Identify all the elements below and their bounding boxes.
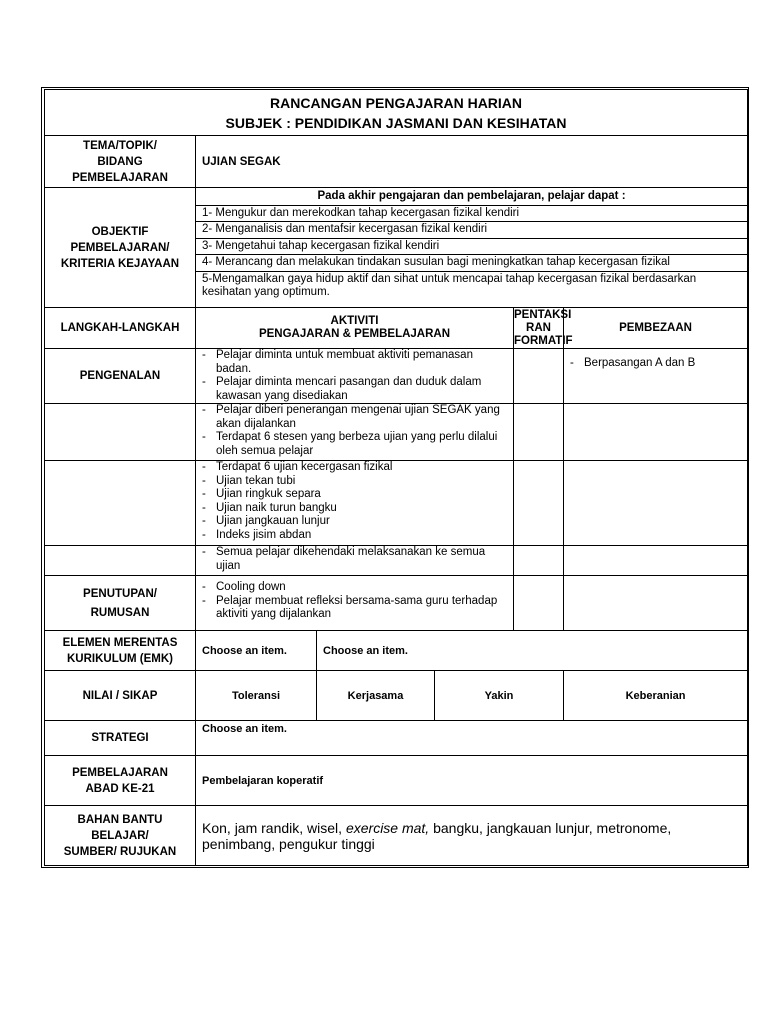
list-item: - Pelajar membuat refleksi bersama-sama guru terhadap aktiviti yang dijalankan <box>200 595 509 622</box>
penutupan-label: PENUTUPAN/ RUMUSAN <box>45 576 196 631</box>
pengenalan-label: PENGENALAN <box>45 349 196 404</box>
pengenalan-activities <box>196 349 514 404</box>
pengenalan-row <box>45 349 748 404</box>
nilai-value-3: Yakin <box>435 671 564 721</box>
penutupan-activities <box>196 576 514 631</box>
step2-pentaksiran <box>514 404 564 461</box>
header-row <box>45 90 748 136</box>
bahan-label: BAHAN BANTU BELAJAR/ SUMBER/ RUJUKAN <box>45 806 196 866</box>
emk-dropdown-1[interactable]: Choose an item. <box>196 631 317 671</box>
pentaksiran-header: PENTAKSI RAN FORMATIF <box>514 308 573 347</box>
bahan-value: Kon, jam randik, wisel, exercise mat, bangku, jangkauan lunjur, metronome, penimbang, pengukur tinggi <box>196 806 748 866</box>
step4-activities <box>196 546 514 576</box>
step3-pentaksiran <box>514 461 564 546</box>
abad21-label: PEMBELAJARAN ABAD KE-21 <box>45 756 196 806</box>
strategi-row <box>45 721 748 756</box>
list-item: - Pelajar diberi penerangan mengenai ujian SEGAK yang akan dijalankan <box>200 404 509 431</box>
list-item: - Ujian ringkuk separa <box>200 488 509 502</box>
tema-row <box>45 136 748 188</box>
abad21-value: Pembelajaran koperatif <box>196 756 748 806</box>
list-item: - Indeks jisim abdan <box>200 529 509 543</box>
step2-label <box>45 404 196 461</box>
lesson-plan-table <box>44 89 748 866</box>
objektif-item-1: 1- Mengukur dan merekodkan tahap kecergasan fizikal kendiri <box>196 206 747 223</box>
nilai-row <box>45 671 748 721</box>
objektif-item-5: 5-Mengamalkan gaya hidup aktif dan sihat untuk mencapai tahap kecergasan fizikal berdasarkan kesihatan yang optimum. <box>202 272 697 298</box>
strategi-dropdown[interactable]: Choose an item. <box>196 721 748 756</box>
tema-label: TEMA/TOPIK/ BIDANG PEMBELAJARAN <box>45 136 196 188</box>
pembezaan-header: PEMBEZAAN <box>564 308 748 349</box>
step2-row <box>45 404 748 461</box>
list-item: - Terdapat 6 stesen yang berbeza ujian yang perlu dilalui oleh semua pelajar <box>200 431 509 458</box>
list-item: - Cooling down <box>200 581 509 595</box>
step2-pembezaan <box>564 404 748 461</box>
step4-row <box>45 546 748 576</box>
aktiviti-header: AKTIVITI PENGAJARAN & PEMBELAJARAN <box>196 308 514 349</box>
step3-pembezaan <box>564 461 748 546</box>
objektif-row <box>45 188 748 308</box>
list-item: - Ujian tekan tubi <box>200 475 509 489</box>
plan-title: RANCANGAN PENGAJARAN HARIAN <box>270 94 523 111</box>
step3-activities <box>196 461 514 546</box>
header-cell <box>45 90 748 136</box>
emk-dropdown-2[interactable]: Choose an item. <box>317 631 748 671</box>
bahan-row <box>45 806 748 866</box>
nilai-value-1: Toleransi <box>196 671 317 721</box>
objektif-item-4: 4- Merancang dan melakukan tindakan susulan bagi meningkatkan tahap kecergasan fizikal <box>196 255 747 272</box>
penutupan-pembezaan <box>564 576 748 631</box>
list-item: - Pelajar diminta mencari pasangan dan duduk dalam kawasan yang disediakan <box>200 376 509 403</box>
nilai-value-4: Keberanian <box>564 671 748 721</box>
list-item: - Terdapat 6 ujian kecergasan fizikal <box>200 461 509 475</box>
objektif-label: OBJEKTIF PEMBELAJARAN/ KRITERIA KEJAYAAN <box>45 188 196 308</box>
abad21-row <box>45 756 748 806</box>
subject-title: SUBJEK : PENDIDIKAN JASMANI DAN KESIHATAN <box>225 114 567 131</box>
langkah-header-row <box>45 308 748 349</box>
pengenalan-pentaksiran <box>514 349 564 404</box>
objektif-item-3: 3- Mengetahui tahap kecergasan fizikal kendiri <box>196 239 747 256</box>
strategi-label: STRATEGI <box>45 721 196 756</box>
step2-activities <box>196 404 514 461</box>
penutupan-pentaksiran <box>514 576 564 631</box>
objektif-content <box>196 188 748 308</box>
step4-pembezaan <box>564 546 748 576</box>
list-item: - Semua pelajar dikehendaki melaksanakan ke semua ujian <box>200 546 509 573</box>
list-item: - Pelajar diminta untuk membuat aktiviti pemanasan badan. <box>200 349 509 376</box>
pengenalan-pembezaan <box>564 349 748 404</box>
penutupan-row <box>45 576 748 631</box>
nilai-label: NILAI / SIKAP <box>45 671 196 721</box>
list-item: - Ujian jangkauan lunjur <box>200 515 509 529</box>
step3-row <box>45 461 748 546</box>
step3-label <box>45 461 196 546</box>
list-item: - Ujian naik turun bangku <box>200 502 509 516</box>
nilai-value-2: Kerjasama <box>317 671 435 721</box>
step4-label <box>45 546 196 576</box>
pembezaan-item: - Berpasangan A dan B <box>568 357 743 371</box>
emk-row <box>45 631 748 671</box>
langkah-label: LANGKAH-LANGKAH <box>45 308 196 349</box>
objektif-intro: Pada akhir pengajaran dan pembelajaran, pelajar dapat : <box>196 188 747 206</box>
objektif-item-2: 2- Menganalisis dan mentafsir kecergasan fizikal kendiri <box>196 222 747 239</box>
step4-pentaksiran <box>514 546 564 576</box>
tema-value: UJIAN SEGAK <box>196 136 748 188</box>
emk-label: ELEMEN MERENTAS KURIKULUM (EMK) <box>45 631 196 671</box>
